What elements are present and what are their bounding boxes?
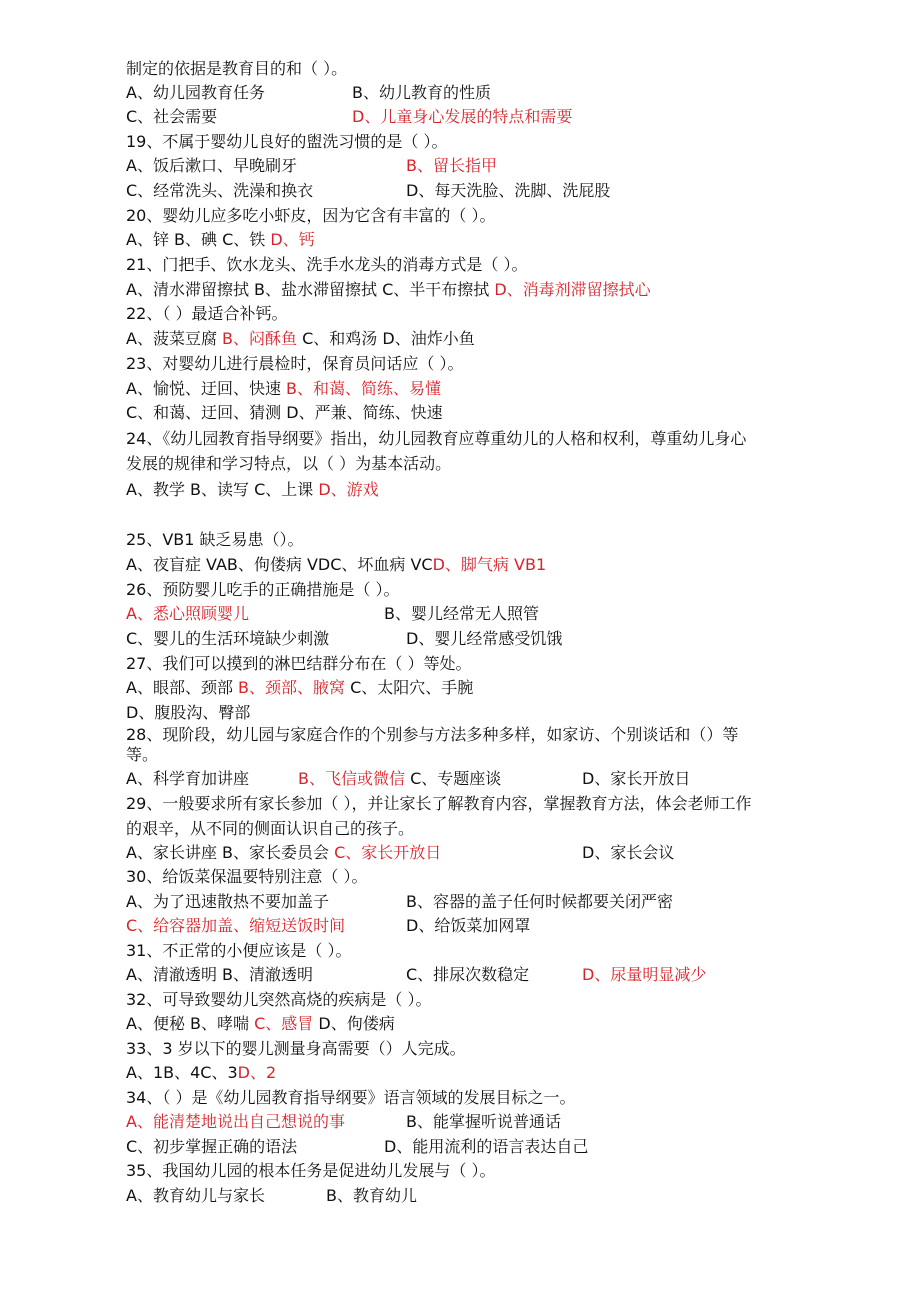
option-line: A、菠菜豆腐 B、闷酥鱼 C、和鸡汤 D、油炸小鱼 bbox=[126, 329, 475, 348]
question-29: 29、一般要求所有家长参加（ ），并让家长了解教育内容，掌握教育方法，体会老师工作 bbox=[126, 794, 752, 813]
answer-option-b: B、和蔼、简练、易懂 bbox=[286, 379, 442, 398]
option-d: D、给饭菜加网罩 bbox=[406, 916, 531, 935]
question-19: 19、不属于婴幼儿良好的盥洗习惯的是（ ）。 bbox=[126, 132, 448, 151]
option-ab: A、清澈透明 B、清澈透明 bbox=[126, 965, 314, 984]
option-b: B、容器的盖子任何时候都要关闭严密 bbox=[406, 892, 673, 911]
text-line: 的艰辛，从不同的侧面认识自己的孩子。 bbox=[126, 819, 415, 838]
answer-option-b: B、飞信或微信 bbox=[298, 769, 405, 788]
question-26: 26、预防婴儿吃手的正确措施是（ ）。 bbox=[126, 580, 400, 599]
answer-option-d: D、脚气病 VB1 bbox=[432, 555, 547, 574]
question-24: 24、《幼儿园教育指导纲要》指出，幼儿园教育应尊重幼儿的人格和权利，尊重幼儿身心 bbox=[126, 429, 747, 448]
question-22: 22、（ ）最适合补钙。 bbox=[126, 304, 288, 323]
question-27: 27、我们可以摸到的淋巴结群分布在（ ）等处。 bbox=[126, 654, 472, 673]
question-35: 35、我国幼儿园的根本任务是促进幼儿发展与（ ）。 bbox=[126, 1161, 496, 1180]
question-21: 21、门把手、饮水龙头、洗手水龙头的消毒方式是（ ）。 bbox=[126, 255, 528, 274]
option-c: C、婴儿的生活环境缺少刺激 bbox=[126, 629, 330, 648]
option-a: A、为了迅速散热不要加盖子 bbox=[126, 892, 329, 911]
question-33: 33、3 岁以下的婴儿测量身高需要（）人完成。 bbox=[126, 1039, 466, 1058]
answer-option-d: D、尿量明显减少 bbox=[582, 965, 707, 984]
option-d: D、每天洗脸、洗脚、洗屁股 bbox=[406, 181, 611, 200]
answer-option-c: C、给容器加盖、缩短送饭时间 bbox=[126, 916, 346, 935]
option-line: A、清水滞留擦拭 B、盐水滞留擦拭 C、半干布擦拭 D、消毒剂滞留擦拭心 bbox=[126, 280, 651, 299]
question-25: 25、VB1 缺乏易患（）。 bbox=[126, 530, 304, 549]
option-a: A、教育幼儿与家长 bbox=[126, 1186, 265, 1205]
answer-option-c: C、家长开放日 bbox=[334, 843, 442, 862]
option-line: A、1B、4C、3D、2 bbox=[126, 1063, 277, 1082]
option-line: A、眼部、颈部 B、颈部、腋窝 C、太阳穴、手腕 bbox=[126, 678, 474, 697]
question-20: 20、婴幼儿应多吃小虾皮，因为它含有丰富的（ ）。 bbox=[126, 206, 496, 225]
answer-option-a: A、悉心照顾婴儿 bbox=[126, 604, 249, 623]
answer-option-b: B、颈部、腋窝 bbox=[238, 678, 346, 697]
option-line: D、腹股沟、臀部 bbox=[126, 703, 251, 722]
answer-option-d: D、钙 bbox=[270, 230, 315, 249]
text-line: 等。 bbox=[126, 745, 159, 764]
question-34: 34、（ ）是《幼儿园教育指导纲要》语言领域的发展目标之一。 bbox=[126, 1088, 576, 1107]
option-ab: A、家长讲座 B、家长委员会 bbox=[126, 843, 335, 862]
question-30: 30、给饭菜保温要特别注意（ ）。 bbox=[126, 867, 368, 886]
text-line: 制定的依据是教育目的和（ ）。 bbox=[126, 59, 348, 78]
option-a: A、饭后漱口、早晚刷牙 bbox=[126, 156, 297, 175]
answer-option-d: D、消毒剂滞留擦拭心 bbox=[494, 280, 651, 299]
option-line: A、便秘 B、哮喘 C、感冒 D、佝偻病 bbox=[126, 1014, 395, 1033]
answer-option-b: B、闷酥鱼 bbox=[222, 329, 298, 348]
option-d: D、家长开放日 bbox=[582, 769, 691, 788]
option-line: C、和蔼、迂回、猜测 D、严兼、简练、快速 bbox=[126, 403, 443, 422]
option-c: C、专题座谈 bbox=[404, 769, 502, 788]
option-b: B、幼儿教育的性质 bbox=[352, 83, 491, 102]
answer-option-b: B、留长指甲 bbox=[406, 156, 497, 175]
option-a: A、幼儿园教育任务 bbox=[126, 83, 265, 102]
answer-option-c: C、感冒 bbox=[254, 1014, 314, 1033]
option-c: C、社会需要 bbox=[126, 107, 218, 126]
option-line: A、愉悦、迂回、快速 B、和蔼、简练、易懂 bbox=[126, 379, 442, 398]
text-line: 发展的规律和学习特点，以（ ）为基本活动。 bbox=[126, 454, 452, 473]
option-d: D、家长会议 bbox=[582, 843, 675, 862]
option-line: A、教学 B、读写 C、上课 D、游戏 bbox=[126, 480, 379, 499]
option-b: B、教育幼儿 bbox=[326, 1186, 417, 1205]
question-32: 32、可导致婴幼儿突然高烧的疾病是（ ）。 bbox=[126, 990, 432, 1009]
question-23: 23、对婴幼儿进行晨检时，保育员问话应（ ）。 bbox=[126, 354, 464, 373]
option-a: A、科学育加讲座 bbox=[126, 769, 249, 788]
question-31: 31、不正常的小便应该是（ ）。 bbox=[126, 941, 352, 960]
option-c: C、初步掌握正确的语法 bbox=[126, 1137, 298, 1156]
option-line: A、锌 B、碘 C、铁 D、钙 bbox=[126, 230, 315, 249]
option-c: C、排尿次数稳定 bbox=[406, 965, 530, 984]
answer-option-a: A、能清楚地说出自己想说的事 bbox=[126, 1112, 345, 1131]
option-d: D、能用流利的语言表达自己 bbox=[384, 1137, 589, 1156]
option-b: B、婴儿经常无人照管 bbox=[384, 604, 539, 623]
option-c: C、经常洗头、洗澡和换衣 bbox=[126, 181, 314, 200]
question-28: 28、现阶段，幼儿园与家庭合作的个别参与方法多种多样，如家访、个别谈话和（）等 bbox=[126, 725, 739, 744]
option-b: B、能掌握听说普通话 bbox=[406, 1112, 561, 1131]
option-d: D、婴儿经常感受饥饿 bbox=[406, 629, 563, 648]
option-line: A、夜盲症 VAB、佝偻病 VDC、坏血病 VCD、脚气病 VB1 bbox=[126, 555, 547, 574]
answer-option-d: D、2 bbox=[237, 1063, 277, 1082]
answer-option-d: D、儿童身心发展的特点和需要 bbox=[352, 107, 573, 126]
answer-option-d: D、游戏 bbox=[318, 480, 379, 499]
